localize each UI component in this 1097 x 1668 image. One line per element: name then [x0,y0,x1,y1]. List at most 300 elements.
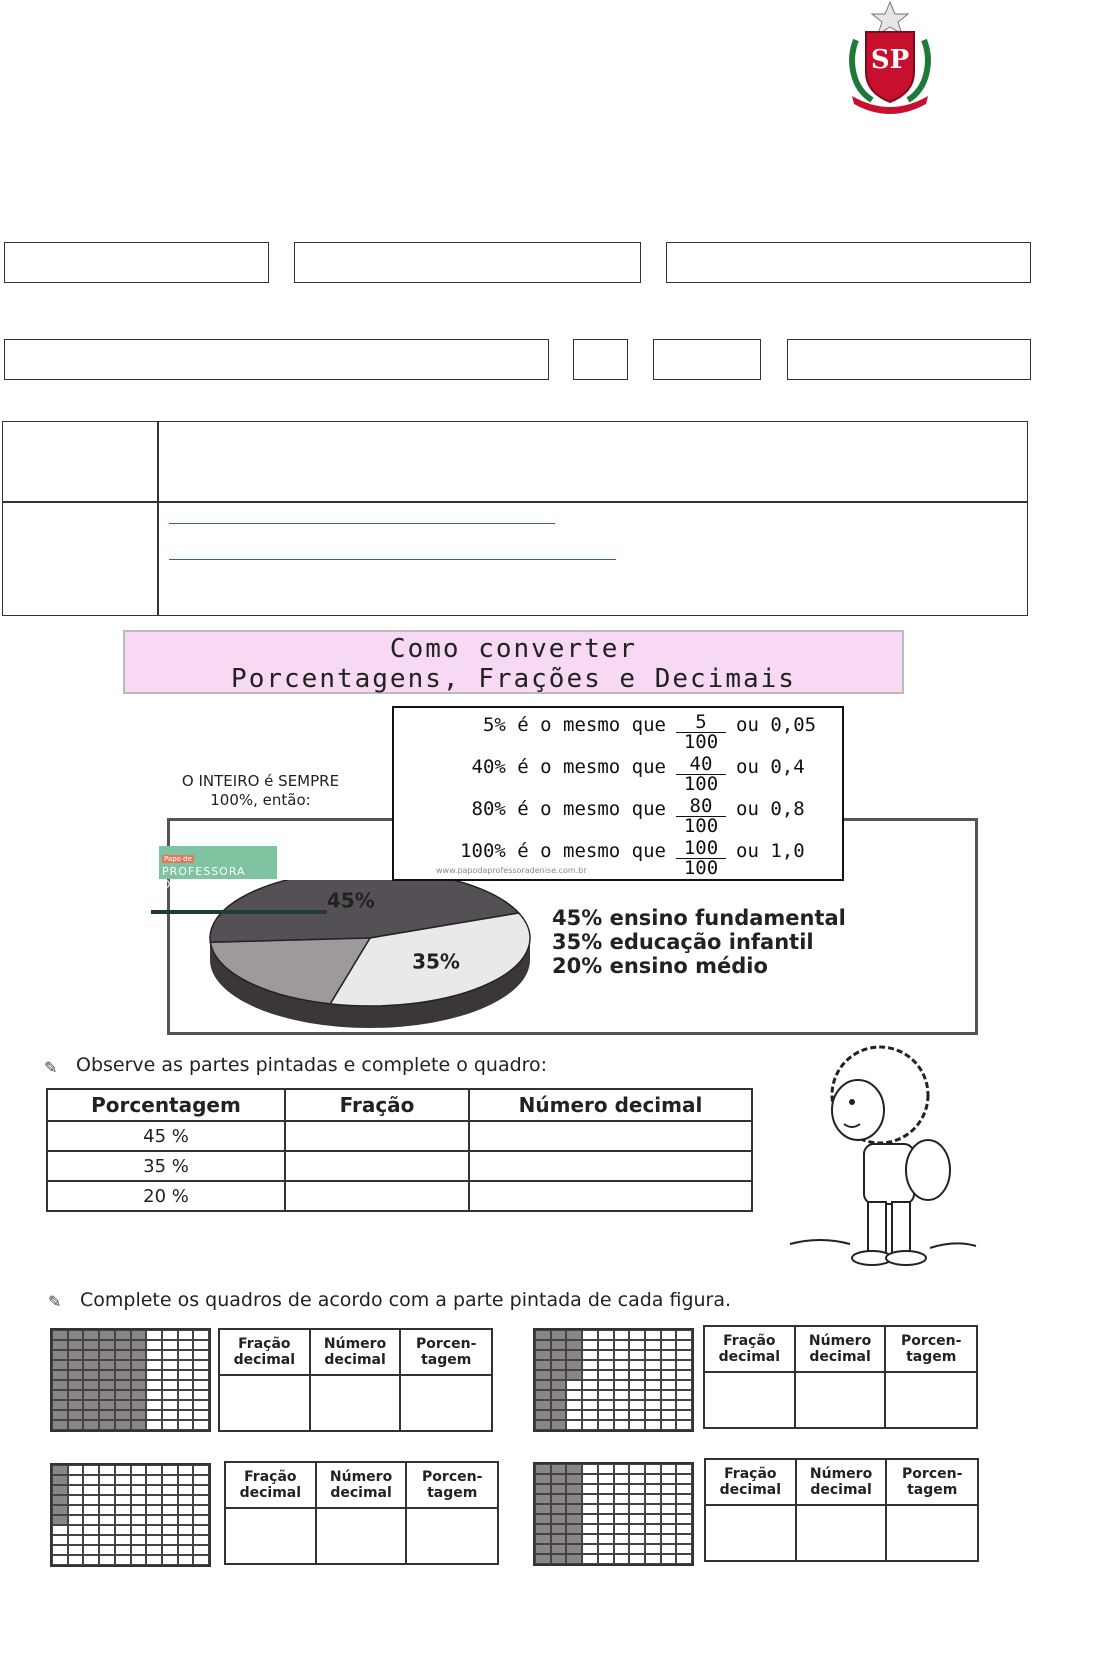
grid-cell [83,1350,99,1360]
header-field-2[interactable] [294,242,641,283]
grid-cell [661,1494,677,1504]
grid-cell [193,1370,209,1380]
grid-cell [99,1465,115,1475]
grid-cell [535,1340,551,1350]
grid-cell [614,1464,630,1474]
pie-legend [552,906,846,978]
grid-cell [162,1465,178,1475]
grid-cell [193,1535,209,1545]
grid-cell [551,1494,567,1504]
grid-cell [661,1350,677,1360]
grid-cell [551,1544,567,1554]
answer-cell[interactable] [886,1505,978,1561]
conversion-row [394,754,844,794]
grid-cell [566,1330,582,1340]
grid-cell [131,1370,147,1380]
grid-cell [83,1475,99,1485]
answer-table [704,1458,979,1562]
header-line: tagem [907,1482,958,1498]
grid-cell [68,1380,84,1390]
grid-cell [162,1360,178,1370]
grid-cell [178,1525,194,1535]
grid-cell [661,1340,677,1350]
header-line: tagem [906,1349,957,1365]
grid-cell [52,1545,68,1555]
grid-cell [676,1370,692,1380]
answer-cell[interactable] [704,1372,795,1428]
grid-cell [582,1524,598,1534]
grid-cell [676,1350,692,1360]
conversion-left: 40% é o mesmo que [471,756,666,778]
grid-cell [629,1370,645,1380]
grid-cell [146,1420,162,1430]
grid-cell [645,1474,661,1484]
grid-cell [535,1400,551,1410]
grid-cell [131,1400,147,1410]
exercise1-table [46,1088,753,1212]
grid-cell [83,1340,99,1350]
pie-chart [200,880,540,1030]
header-line: decimal [233,1352,296,1368]
grid-cell [566,1484,582,1494]
header-field-1[interactable] [4,242,269,283]
grid-cell [614,1544,630,1554]
grid-cell [115,1420,131,1430]
grid-cell [535,1524,551,1534]
grid-cell [193,1555,209,1565]
conversion-denominator: 100 [683,731,719,753]
grid-cell [83,1525,99,1535]
grid-cell [598,1420,614,1430]
logo-top: Papo de [164,855,192,863]
grid-cell [551,1380,567,1390]
grid-cell [582,1390,598,1400]
grid-cell [68,1400,84,1410]
header-line: decimal [239,1485,302,1501]
grid-cell [178,1390,194,1400]
grid-cell [535,1464,551,1474]
grid-cell [661,1504,677,1514]
grid-cell [131,1475,147,1485]
ex1-row-1-decimal[interactable] [469,1121,752,1151]
pencil-icon: ✎ [44,1058,58,1077]
ex1-row-2-fraction[interactable] [285,1151,469,1181]
grid-cell [193,1505,209,1515]
grid-cell [566,1504,582,1514]
grid-cell [115,1545,131,1555]
ex1-header-porcentagem: Porcentagem [47,1089,285,1121]
grid-cell [99,1400,115,1410]
grid-cell [52,1505,68,1515]
header-line: Número [323,1336,387,1352]
grid-cell [598,1524,614,1534]
grid-cell [661,1524,677,1534]
grid-cell [676,1474,692,1484]
grid-cell [193,1380,209,1390]
conversion-denominator: 100 [683,815,719,837]
grid-cell [645,1400,661,1410]
grid-cell [645,1380,661,1390]
grid-cell [566,1554,582,1564]
header-line: decimal [324,1352,386,1368]
exercise1-instruction: Observe as partes pintadas e complete o quadro: [76,1054,548,1076]
header-field-4[interactable] [4,339,549,380]
grid-cell [629,1330,645,1340]
grid-cell [99,1495,115,1505]
grid-cell [178,1555,194,1565]
header-line: Fração [238,1336,291,1352]
grid-cell [676,1464,692,1474]
grid-cell [598,1474,614,1484]
conversion-numerator: 5 [676,712,726,733]
logo-bottom: PROFESSORA DENISE [162,865,246,891]
hundred-grid [50,1328,211,1432]
grid-cell [99,1555,115,1565]
grid-cell [676,1504,692,1514]
grid-cell [566,1524,582,1534]
grid-cell [83,1370,99,1380]
grid-cell [178,1505,194,1515]
side-note-line-1: O INTEIRO é SEMPRE [181,772,340,790]
grid-cell [661,1400,677,1410]
header-line: decimal [810,1482,872,1498]
grid-cell [52,1515,68,1525]
conversion-numerator: 80 [676,796,726,817]
grid-cell [582,1504,598,1514]
grid-cell [535,1410,551,1420]
grid-cell [676,1534,692,1544]
answer-cell[interactable] [225,1508,316,1564]
grid-cell [131,1340,147,1350]
grid-cell [178,1485,194,1495]
grid-cell [582,1484,598,1494]
info-table-col-divider [157,422,159,615]
answer-table-header [795,1326,886,1372]
grid-cell [68,1350,84,1360]
answer-cell[interactable] [310,1375,401,1431]
grid-cell [614,1330,630,1340]
answer-cell[interactable] [705,1505,796,1561]
grid-cell [146,1475,162,1485]
grid-cell [535,1474,551,1484]
grid-cell [193,1390,209,1400]
grid-cell [614,1554,630,1564]
grid-cell [131,1525,147,1535]
grid-cell [614,1410,630,1420]
grid-cell [629,1544,645,1554]
grid-cell [535,1360,551,1370]
grid-cell [582,1420,598,1430]
grid-cell [598,1370,614,1380]
grid-cell [566,1534,582,1544]
grid-cell [566,1370,582,1380]
grid-cell [178,1515,194,1525]
grid-cell [68,1545,84,1555]
grid-cell [52,1535,68,1545]
grid-cell [598,1554,614,1564]
header-field-3[interactable] [666,242,1031,283]
grid-cell [83,1380,99,1390]
grid-cell [146,1330,162,1340]
grid-cell [131,1360,147,1370]
header-line: Número [809,1466,873,1482]
header-line: decimal [809,1349,871,1365]
grid-cell [99,1525,115,1535]
grid-cell [582,1514,598,1524]
hundred-grid [50,1463,211,1567]
answer-cell[interactable] [219,1375,310,1431]
banner-line-1: Como converter [389,634,638,664]
grid-cell [645,1484,661,1494]
grid-cell [131,1420,147,1430]
answer-cell[interactable] [795,1372,886,1428]
grid-cell [178,1370,194,1380]
answer-cell[interactable] [406,1508,498,1564]
grid-cell [193,1360,209,1370]
conversion-left: 80% é o mesmo que [471,798,666,820]
grid-cell [162,1400,178,1410]
grid-cell [68,1390,84,1400]
grid-cell [68,1535,84,1545]
pie-slice-label: 35% [412,949,460,974]
grid-cell [614,1370,630,1380]
grid-cell [115,1400,131,1410]
grid-cell [629,1494,645,1504]
header-line: Fração [723,1333,776,1349]
grid-cell [582,1464,598,1474]
grid-cell [83,1400,99,1410]
header-line: Porcen- [902,1466,963,1482]
grid-cell [551,1360,567,1370]
grid-cell [83,1420,99,1430]
grid-cell [193,1410,209,1420]
grid-cell [598,1534,614,1544]
grid-cell [676,1554,692,1564]
grid-cell [162,1370,178,1380]
grid-cell [115,1485,131,1495]
header-field-6[interactable] [653,339,761,380]
grid-cell [162,1545,178,1555]
header-field-7[interactable] [787,339,1031,380]
grid-cell [645,1534,661,1544]
grid-cell [83,1360,99,1370]
grid-cell [68,1505,84,1515]
grid-cell [598,1360,614,1370]
grid-cell [178,1420,194,1430]
grid-cell [661,1330,677,1340]
grid-cell [52,1380,68,1390]
grid-cell [99,1360,115,1370]
grid-cell [131,1485,147,1495]
answer-cell[interactable] [885,1372,977,1428]
grid-cell [676,1340,692,1350]
side-note-line-2: 100%, então: [210,791,311,809]
grid-cell [629,1340,645,1350]
hundred-grid [533,1462,694,1566]
grid-cell [83,1515,99,1525]
grid-cell [582,1400,598,1410]
grid-cell [178,1475,194,1485]
exercise2-instruction: Complete os quadros de acordo com a parte pintada de cada figura. [80,1289,732,1311]
grid-cell [661,1360,677,1370]
grid-cell [614,1400,630,1410]
grid-cell [83,1555,99,1565]
grid-cell [551,1534,567,1544]
answer-cell[interactable] [796,1505,887,1561]
grid-cell [68,1515,84,1525]
grid-cell [614,1340,630,1350]
grid-cell [598,1494,614,1504]
grid-cell [598,1380,614,1390]
grid-cell [551,1514,567,1524]
grid-cell [566,1360,582,1370]
grid-cell [162,1410,178,1420]
pie-slice-label: 45% [326,888,375,913]
grid-cell [566,1390,582,1400]
grid-cell [614,1420,630,1430]
header-line: Número [808,1333,872,1349]
ex1-row-1-fraction[interactable] [285,1121,469,1151]
grid-cell [178,1360,194,1370]
grid-cell [645,1340,661,1350]
grid-cell [661,1484,677,1494]
grid-cell [115,1535,131,1545]
grid-cell [566,1544,582,1554]
grid-cell [68,1495,84,1505]
grid-cell [146,1505,162,1515]
grid-cell [115,1370,131,1380]
grid-cell [162,1485,178,1495]
grid-cell [629,1534,645,1544]
grid-cell [645,1410,661,1420]
grid-cell [115,1410,131,1420]
grid-cell [146,1495,162,1505]
grid-cell [162,1390,178,1400]
grid-cell [614,1474,630,1484]
grid-cell [193,1350,209,1360]
grid-cell [193,1475,209,1485]
grid-cell [676,1420,692,1430]
grid-cell [566,1410,582,1420]
grid-cell [52,1360,68,1370]
conversion-box [392,706,844,881]
answer-cell[interactable] [400,1375,492,1431]
child-illustration [780,1040,980,1270]
grid-cell [551,1524,567,1534]
grid-cell [146,1340,162,1350]
grid-cell [645,1330,661,1340]
grid-cell [52,1350,68,1360]
grid-cell [629,1524,645,1534]
grid-cell [83,1535,99,1545]
grid-cell [52,1400,68,1410]
grid-cell [661,1554,677,1564]
answer-cell[interactable] [316,1508,407,1564]
grid-cell [629,1380,645,1390]
grid-cell [582,1494,598,1504]
grid-cell [99,1390,115,1400]
grid-cell [68,1330,84,1340]
grid-cell [535,1370,551,1380]
grid-cell [83,1505,99,1515]
grid-cell [131,1545,147,1555]
grid-cell [614,1484,630,1494]
ex1-row-3-fraction[interactable] [285,1181,469,1211]
grid-cell [146,1400,162,1410]
header-line: Porcen- [901,1333,962,1349]
info-table [2,421,1028,616]
link-2[interactable] [169,548,616,560]
grid-cell [582,1554,598,1564]
grid-cell [52,1485,68,1495]
conversion-left: 5% é o mesmo que [482,714,666,736]
grid-cell [551,1504,567,1514]
logo [159,846,277,891]
grid-cell [193,1465,209,1475]
link-1[interactable] [169,512,555,524]
banner [123,630,904,694]
grid-cell [115,1515,131,1525]
answer-table-header [886,1459,978,1505]
header-line: tagem [421,1352,472,1368]
grid-cell [68,1475,84,1485]
grid-cell [614,1360,630,1370]
info-table-row-divider [3,501,1027,503]
grid-cell [598,1544,614,1554]
grid-cell [551,1330,567,1340]
grid-cell [645,1360,661,1370]
grid-cell [551,1390,567,1400]
conversion-row [394,796,844,836]
grid-cell [99,1515,115,1525]
grid-cell [551,1484,567,1494]
grid-cell [661,1370,677,1380]
conversion-denominator: 100 [683,857,719,879]
grid-cell [551,1464,567,1474]
grid-cell [598,1504,614,1514]
grid-cell [52,1495,68,1505]
grid-cell [629,1420,645,1430]
conversion-left: 100% é o mesmo que [460,840,666,862]
grid-cell [178,1465,194,1475]
grid-cell [661,1410,677,1420]
header-field-5[interactable] [573,339,628,380]
ex1-row-3-decimal[interactable] [469,1181,752,1211]
grid-cell [598,1330,614,1340]
grid-cell [178,1400,194,1410]
grid-cell [645,1420,661,1430]
grid-cell [535,1534,551,1544]
grid-cell [146,1525,162,1535]
grid-cell [535,1544,551,1554]
grid-cell [68,1485,84,1495]
answer-table-header [885,1326,977,1372]
grid-cell [131,1505,147,1515]
grid-cell [614,1380,630,1390]
ex1-row-2-decimal[interactable] [469,1151,752,1181]
grid-cell [146,1485,162,1495]
grid-cell [99,1485,115,1495]
grid-cell [551,1350,567,1360]
grid-cell [676,1544,692,1554]
grid-cell [566,1514,582,1524]
answer-table-header [225,1462,316,1508]
grid-cell [68,1555,84,1565]
hundred-grid [533,1328,694,1432]
grid-cell [661,1420,677,1430]
grid-cell [52,1465,68,1475]
grid-cell [629,1350,645,1360]
